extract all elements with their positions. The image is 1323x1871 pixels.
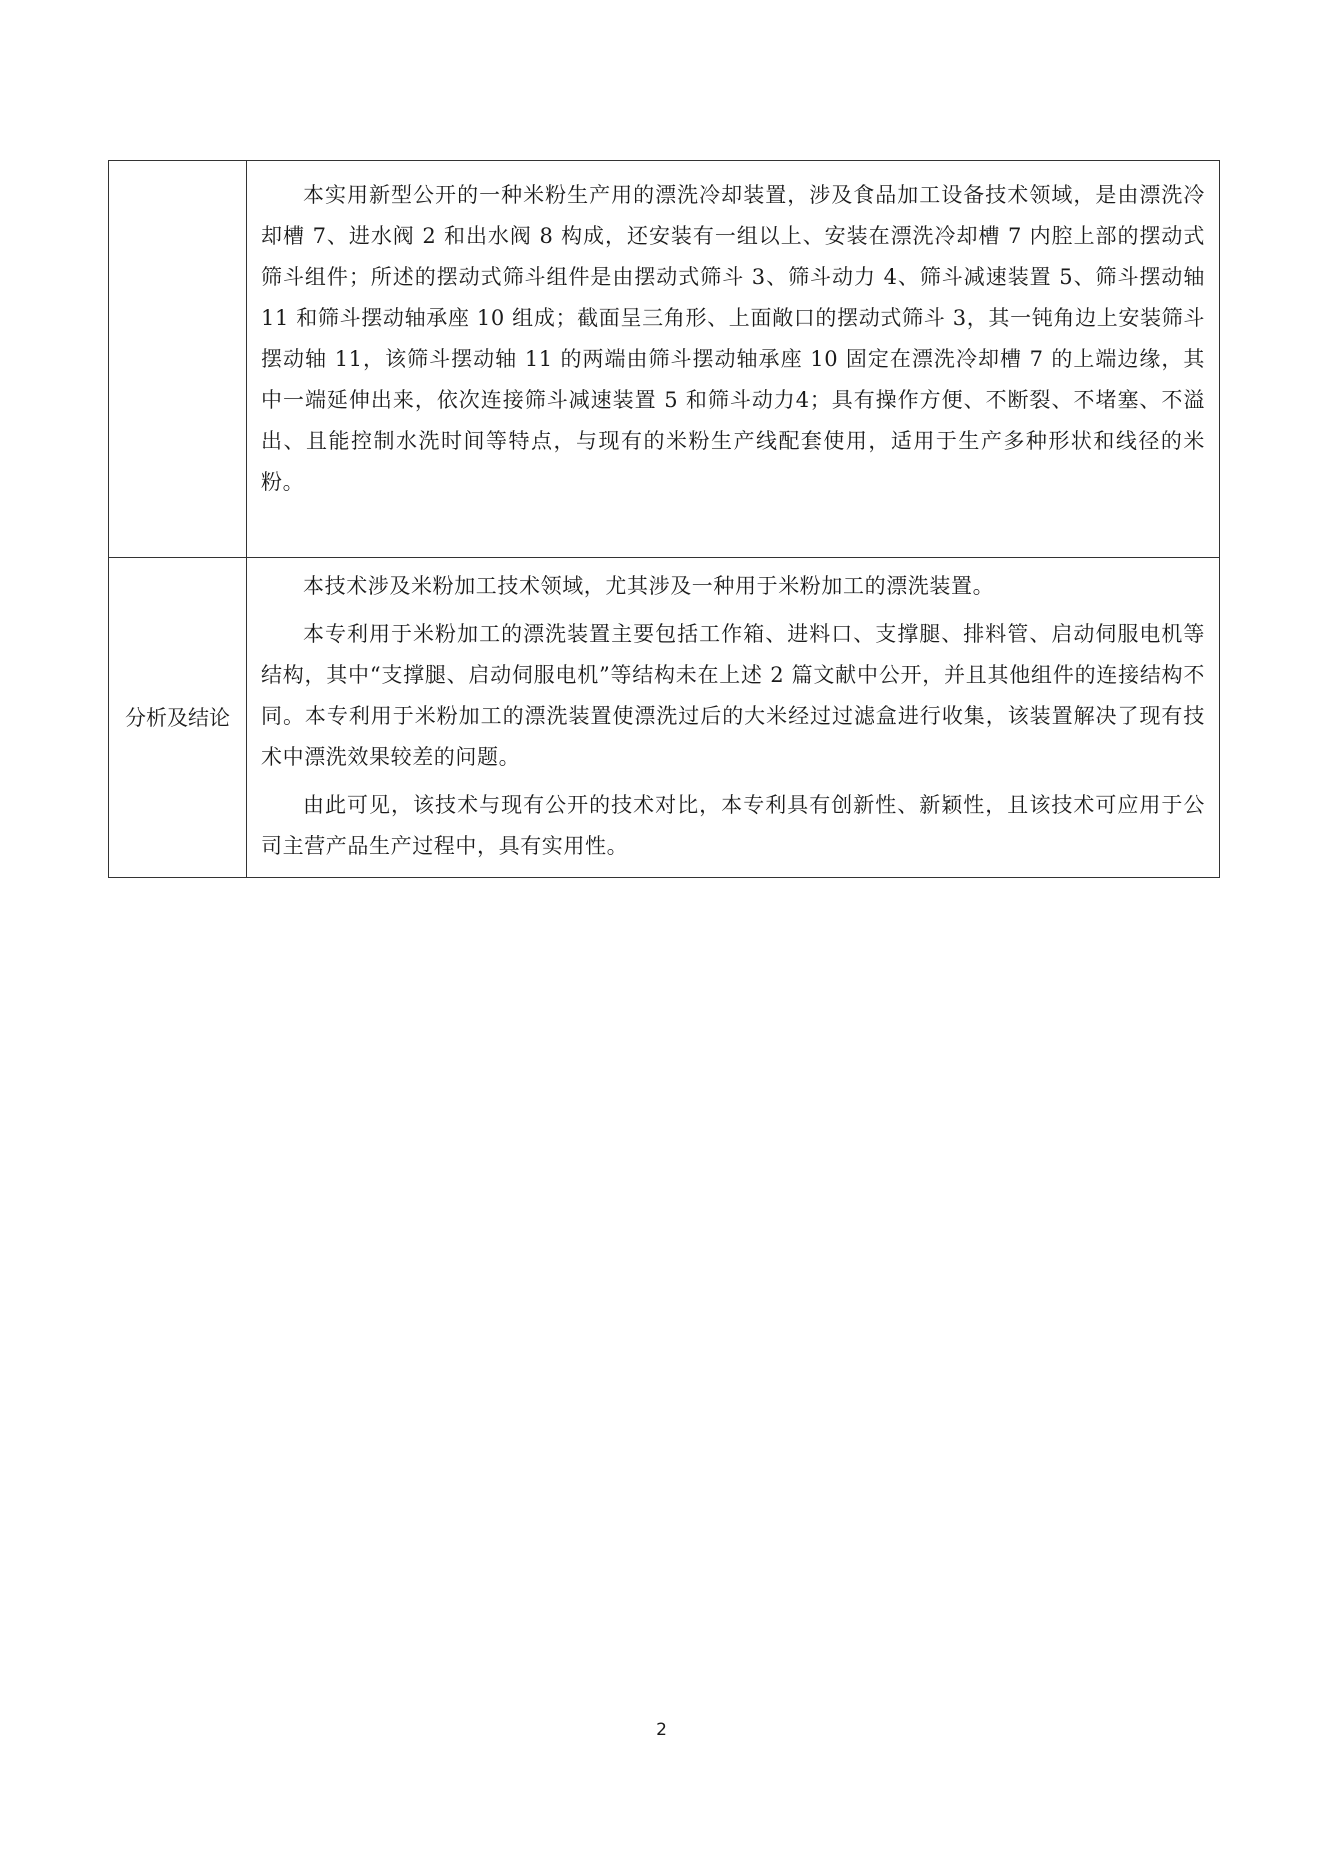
row-label-analysis: 分析及结论 [109, 558, 247, 878]
page-number: 2 [656, 1720, 667, 1740]
row-content-analysis [247, 558, 1220, 878]
analysis-paragraph-2: 本专利用于米粉加工的漂洗装置主要包括工作箱、进料口、支撑腿、排料管、启动伺服电机等结构，其中“支撑腿、启动伺服电机”等结构未在上述 2 篇文献中公开，并且其他组件的连接结构不同。本专利用于米粉加工的漂洗装置使漂洗过后的大米经过过滤盒进行收集，该装置解决了现有技术中漂洗效果较差的问题。 [261, 622, 1205, 769]
table-row-summary [109, 161, 1220, 558]
summary-paragraph: 本实用新型公开的一种米粉生产用的漂洗冷却装置，涉及食品加工设备技术领域，是由漂洗冷却槽 7、进水阀 2 和出水阀 8 构成，还安装有一组以上、安装在漂洗冷却槽 7 内腔上部的摆动式筛斗组件；所述的摆动式筛斗组件是由摆动式筛斗 3、筛斗动力 4、筛斗减速装置 5、筛斗摆动轴 11 和筛斗摆动轴承座 10 组成；截面呈三角形、上面敞口的摆动式筛斗 3，其一钝角边上安装筛斗摆动轴 11，该筛斗摆动轴 11 的两端由筛斗摆动轴承座 10 固定在漂洗冷却槽 7 的上端边缘，其中一端延伸出来，依次连接筛斗减速装置 5 和筛斗动力4；具有操作方便、不断裂、不堵塞、不溢出、且能控制水洗时间等特点，与现有的米粉生产线配套使用，适用于生产多种形状和线径的米粉。 [261, 183, 1205, 494]
analysis-paragraph-1: 本技术涉及米粉加工技术领域，尤其涉及一种用于米粉加工的漂洗装置。 [303, 574, 995, 598]
row-label-summary [109, 161, 247, 558]
table-row-analysis [109, 558, 1220, 878]
document-table [108, 160, 1220, 878]
analysis-paragraph-3: 由此可见，该技术与现有公开的技术对比，本专利具有创新性、新颖性，且该技术可应用于公司主营产品生产过程中，具有实用性。 [261, 793, 1205, 858]
row-content-summary [247, 161, 1220, 558]
